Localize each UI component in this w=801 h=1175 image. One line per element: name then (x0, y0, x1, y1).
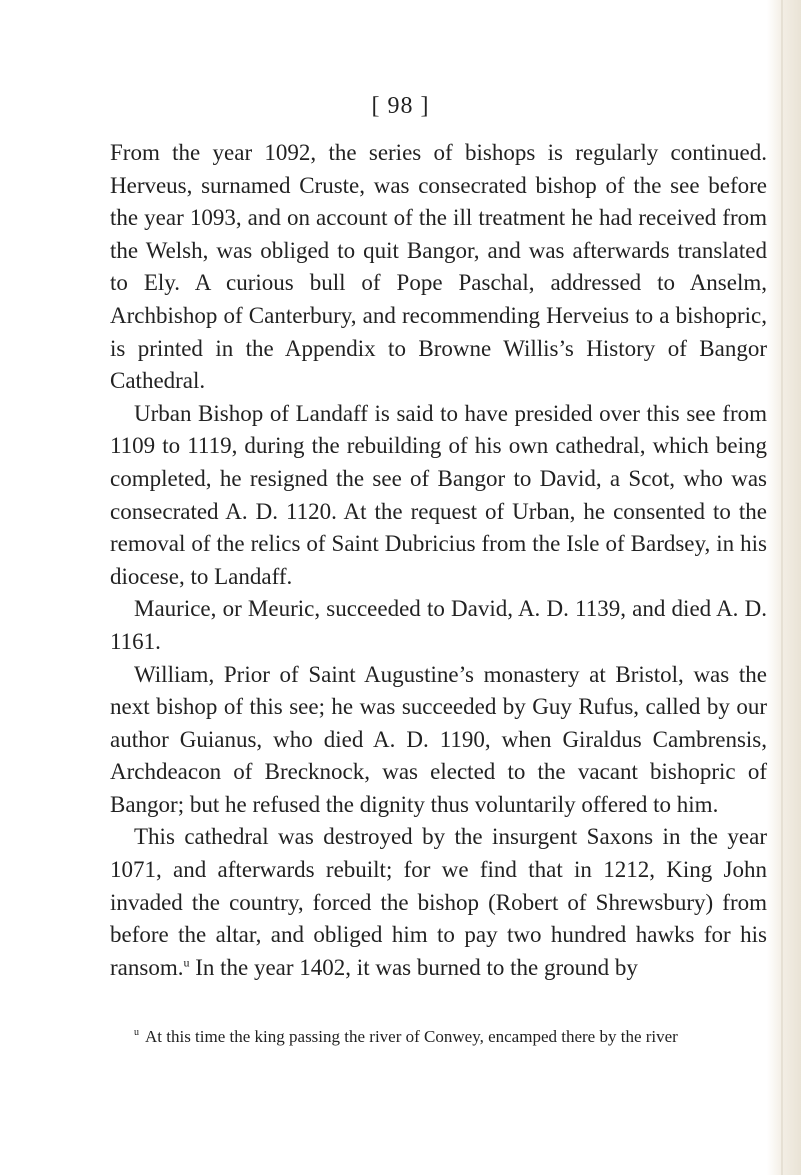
page-edge-shadow (781, 0, 783, 1175)
page-number: [ 98 ] (371, 93, 430, 119)
paragraph-text: This cathedral was destroyed by the insurgent Saxons in the year 1071, and afterwards rebuilt; for we find that in 1212, King John invaded the country, forced the bishop (Robert of Shrewsbury) from before the altar, and obliged him to pay two hundred hawks for his ransom. (110, 824, 767, 980)
paragraph-text-continued: In the year 1402, it was burned to the ground by (189, 954, 638, 980)
footnote-text: At this time the king passing the river of Conwey, encamped there by the river (145, 1027, 678, 1046)
paragraph: Urban Bishop of Landaff is said to have presided over this see from 1109 to 1119, during the rebuilding of his own cathedral, which being completed, he resigned the see of Bangor to David, a Scot, who was consecrated A. D. 1120. At the request of Urban, he consented to the removal of the relics of Saint Dubricius from the Isle of Bardsey, in his diocese, to Landaff. (110, 400, 767, 589)
body-text (110, 137, 767, 984)
paragraph: William, Prior of Saint Augustine’s monastery at Bristol, was the next bishop of this see; he was succeeded by Guy Rufus, called by our author Guianus, who died A. D. 1190, when Giraldus Cambrensis, Archdeacon of Brecknock, was elected to the vacant bishopric of Bangor; but he refused the dignity thus voluntarily offered to him. (110, 661, 767, 817)
footnote (110, 1026, 767, 1048)
paragraph: Maurice, or Meuric, succeeded to David, A. D. 1139, and died A. D. 1161. (110, 596, 767, 654)
paragraph-last (110, 821, 767, 984)
paragraph: From the year 1092, the series of bishops is regularly continued. Herveus, surnamed Cruste, was consecrated bishop of the see before the year 1093, and on account of the ill treatment he had received from the Welsh, was obliged to quit Bangor, and was afterwards translated to Ely. A curious bull of Pope Paschal, addressed to Anselm, Archbishop of Canterbury, and recommending Herveius to a bishopric, is printed in the Appendix to Browne Willis’s History of Bangor Cathedral. (110, 140, 767, 394)
footnote-reference[interactable]: u (183, 955, 190, 970)
page-edge (767, 0, 801, 1175)
footnote-mark: u (134, 1027, 139, 1039)
